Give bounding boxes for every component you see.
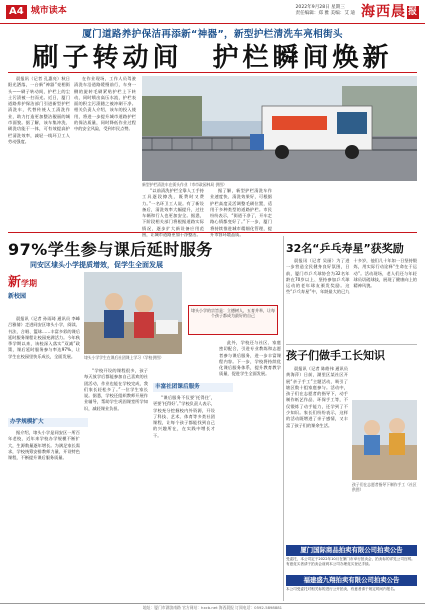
story4-paragraph: 晨报讯（记者 陈皓伟 通讯员 黄海萍）日前，湖里区某社区开展“亲子手工”主题活动，吸引了辖区数十组家庭参与。活动中，孩子们在志愿者的指导下，动手制作纸艺作品、环保手工等，不仅锻炼了动手能力，还学到了不少知识。家长们纷纷表示，这样的活动既增进了亲子感情，又丰富了孩子们的课余生活。 <box>286 366 348 428</box>
story3-headline: 32名“乒乓寿星”获奖励 <box>286 242 404 255</box>
badge-text-1: 新 <box>8 275 22 290</box>
auction-ad-1-body: 受委托，本公司定于2022年10月在厦门市举行拍卖会，拍卖标的详见公司官网。有意竞买者请于拍卖会前到本公司办理竞买登记手续。 <box>286 557 415 566</box>
page-number-tag: A4 <box>6 5 27 19</box>
story2-photo <box>84 272 182 354</box>
divider <box>286 344 417 345</box>
street-cleaning-truck-image <box>142 76 417 181</box>
story1-headline: 刷子转动间 护栏瞬间焕新 <box>32 43 393 73</box>
auction-ad-2-title: 福建盛九翔拍卖有限公司拍卖公告 <box>286 575 417 586</box>
story1-kicker: 厦门道路养护保洁再添新“神器”，新型护栏清洗车亮相街头 <box>82 29 343 40</box>
school-children-image <box>84 272 182 354</box>
story2-column-1b <box>8 430 80 600</box>
story2-subheading-b: 丰富社团课后服务 <box>153 383 233 392</box>
story2-column-2 <box>84 368 148 600</box>
story2-headline: 97%学生参与课后延时服务 <box>8 240 213 259</box>
divider <box>8 232 417 233</box>
story2-paragraph: “学校开设的课程很多，孩子每天放学后都能参加自己喜欢的社团活动，作业也能在学校完成，我们家长轻松多了。”一位学生家长说。据悉，学校还组织教师开展作业辅导，帮助学生巩固课堂所学知识，减轻课业负担。 <box>84 368 148 411</box>
newspaper-logo <box>361 2 419 22</box>
story1-photo-caption: 新型护栏清洗车在街头作业（市市政园林局 供图） <box>142 182 227 187</box>
story1-column-3 <box>142 188 204 238</box>
logo-text: 海西晨 <box>360 4 406 20</box>
story2-paragraph: 晨报讯（记者 孙雨琦 通讯员 李峰 吕雅倩）走进同安区埭头小学，阅读、书法、合唱、篮球……丰富多彩的课后延时服务课程让校园充满活力。今年秋季学期以来，该校深入落实“双减”政策，课后延时服务参与率达97%，让学生在校园里快乐成长，全面发展。 <box>8 316 80 359</box>
story1-paragraph: 据了解，新型护栏清洗车作业速度快、清洗效果好，可根据护栏高度灵活调整毛刷位置，适用于多种类型的道路护栏。市民纷纷表示，“街道干净了，开车走路心情都变好了。”下一步，厦门将持续推进城市精细化管理，提升市容环境品质。 <box>210 188 272 238</box>
story4-headline: 孩子们做手工长知识 <box>286 349 385 362</box>
editor-line: 责任编辑：郑 雅 美编：艾 迪 <box>295 11 355 16</box>
story1-column-1 <box>8 76 70 226</box>
badge-text-3: 新校园 <box>8 292 27 300</box>
story2-column-4 <box>219 340 281 600</box>
masthead <box>0 0 425 24</box>
story1-paragraph: 晨报讯（记者 孔惠亮）秋日阳光洒落，一台新“神器”亮相街头——刷子转动间，护栏上的尘土污渍被一扫而光。近日，厦门道路养护保洁部门引进新型护栏清洗车，代替传统人工清洗作业，助力打造更加整洁靓丽的城市面貌。据了解，该车集冲洗、刷洗功能于一体，可有效提高护栏清洗效率，减轻一线环卫工人劳动强度。 <box>8 76 70 144</box>
story1-paragraph: 在作业现场，工作人员驾驶清洗车沿道路缓慢前行，车身一侧的旋转毛刷紧贴护栏上下转动，同时喷出高压水流，护栏表面的积尘污渍随之被冲刷干净。相关负责人介绍，该车的投入使用，将进一步提升城市道路护栏的保洁质量，同时降低作业过程中的安全风险，受到市民点赞。 <box>74 76 136 132</box>
auction-ad-2-body: 本公司受委托对相关标的进行公开拍卖，有意者请于规定时间内报名。 <box>286 587 398 591</box>
page-footer: 地址：厦门市湖滨南路 官方网站：hxcb.net 海西晨报 订阅电话：0592-5898881 <box>0 603 425 611</box>
story2-subheadline: 同安区埭头小学提质增效，促学生全面发展 <box>30 261 163 269</box>
story1-photo <box>142 76 417 181</box>
story2-pull-quote: 埭头小学的宗旨是：立德树人，五育并举，让每个孩子都成为最好的自己 <box>188 305 278 335</box>
children-handcraft-image <box>352 400 417 480</box>
story2-paragraph: 此外，学校还与社区、家庭密切配合，引进专业教练和志愿者参与课后服务，进一步丰富课程内容。下一步，学校将持续优化课后服务体系，提升教育教学质量，促进学生全面发展。 <box>219 340 281 377</box>
story4-body <box>286 366 348 542</box>
section-name: 城市读本 <box>30 5 67 16</box>
story1-column-4 <box>210 188 272 238</box>
story3-body <box>286 258 417 342</box>
story3-paragraph: 晨报讯（记者 吴丽）为了进一步营造全民健身良好氛围，日前，厦门市乒乓球协会为32名年龄在70岁以上、坚持参加乒乓球运动的老年球友颁发奖励。这些“乒乓寿星”中，年龄最大的已九十多岁，他们几十年如一日坚持锻炼，用实际行动诠释“生命在于运动”。活动现场，老人们还与年轻球员切磋球技，展现了健康向上的精神风貌。 <box>286 258 417 295</box>
story2-subheading-a: 办学规模扩大 <box>8 418 88 427</box>
column-divider <box>283 236 284 601</box>
divider <box>8 72 417 73</box>
logo-seal: 报 <box>407 6 419 19</box>
story1-paragraph: “以前清洗护栏全靠人工手持工具逐段擦洗，既费时又费力。”一名环卫工人说。有了新设备后，清洗效率大幅提升，过往车辆和行人也更加安全。据悉，下阶段相关部门将根据道路实际情况，逐步扩大新设备应用范围，让城市道路更加干净整洁。 <box>142 188 204 238</box>
issue-info <box>295 5 355 17</box>
story2-column-3 <box>153 395 215 600</box>
story1-column-2 <box>74 76 136 226</box>
story2-column-1 <box>8 316 80 416</box>
semester-badge <box>8 274 78 314</box>
issue-date: 2022年9月28日 星期三 <box>295 5 345 10</box>
auction-ad-1-title: 厦门国际商品拍卖有限公司拍卖公告 <box>286 545 417 556</box>
story2-photo-caption: 埭头小学学生在课后社团课上学习（学校供图） <box>84 355 164 360</box>
story4-photo-caption: 孩子们在志愿者指导下制作手工（社区供图） <box>352 482 417 492</box>
badge-text-2: 学期 <box>21 279 38 288</box>
story2-paragraph: 据介绍，埭头小学是同安区一所百年老校，近年来学校办学规模不断扩大，生源数量逐年增长。为满足家长需求，学校统筹安排教师力量，开设特色课程，不断提升课后服务质量。 <box>8 430 80 461</box>
story4-photo <box>352 400 417 480</box>
story2-paragraph: “课后服务不仅要‘托得住’，更要‘托得好’。”学校负责人表示，学校充分挖掘校内外资源，开设了科技、艺术、体育等多类社团课程，让每个孩子都能找到自己的兴趣所在，在实践中增长才干。 <box>153 395 215 438</box>
